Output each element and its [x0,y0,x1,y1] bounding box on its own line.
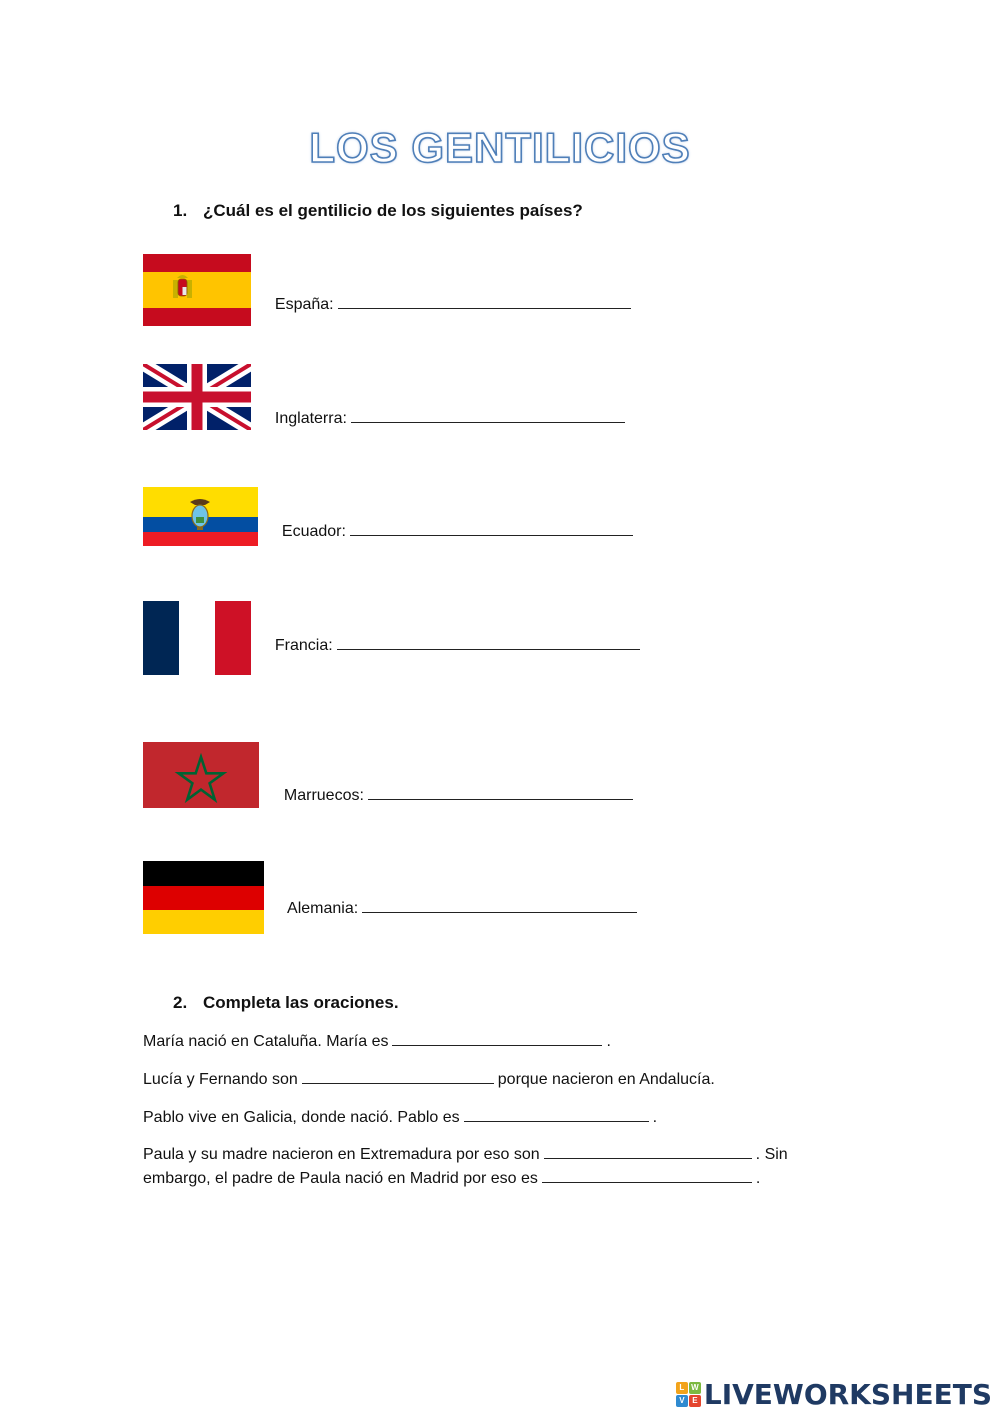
answer-blank[interactable] [544,1144,752,1159]
answer-blank[interactable] [362,898,637,913]
answer-blank[interactable] [302,1069,494,1084]
germany-flag [143,861,264,934]
liveworksheets-logo-icon [676,1382,701,1407]
country-row-england [266,390,625,428]
question-1-text: ¿Cuál es el gentilicio de los siguientes países? [203,201,583,220]
brand-name: LIVEWORKSHEETS [703,1377,992,1411]
logo-tile: V [676,1395,688,1407]
sentence-5 [143,1168,760,1188]
sentence-text: Paula y su madre nacieron en Extremadura por eso son [143,1146,540,1163]
liveworksheets-footer[interactable] [676,1376,992,1412]
country-row-spain [266,276,631,314]
sentence-text: . Sin [755,1146,788,1163]
sentence-text: Pablo vive en Galicia, donde nació. Pablo es [143,1109,460,1126]
country-row-france [266,617,640,655]
country-label: Francia: [274,637,333,654]
sentence-text: . [606,1033,611,1050]
sentence-1 [143,1031,611,1051]
spain-flag [143,254,251,326]
country-label: Alemania: [287,900,359,917]
answer-blank[interactable] [368,785,633,800]
logo-tile: E [689,1395,701,1407]
sentence-text: María nació en Cataluña. María es [143,1033,389,1050]
country-row-germany [279,880,637,918]
ecuador-flag [143,487,258,546]
france-flag [143,601,251,675]
uk-flag-image [143,364,251,430]
sentence-2 [143,1069,715,1089]
question-2-text: Completa las oraciones. [203,993,399,1012]
question-2-heading [173,993,399,1013]
country-label: Marruecos: [283,787,364,804]
country-row-morocco [275,767,633,805]
answer-blank[interactable] [392,1031,602,1046]
morocco-flag-image [143,742,259,808]
answer-blank[interactable] [338,294,631,309]
answer-blank[interactable] [350,521,633,536]
answer-blank[interactable] [337,635,640,650]
logo-tile: W [689,1382,701,1394]
france-flag-image [143,601,251,675]
question-1-heading [173,201,583,221]
sentence-text: embargo, el padre de Paula nació en Madrid por eso es [143,1170,538,1187]
answer-blank[interactable] [464,1107,649,1122]
sentence-3 [143,1107,657,1127]
sentence-text: Lucía y Fernando son [143,1071,298,1088]
sentence-text: . [652,1109,658,1126]
country-label: España: [274,296,334,313]
answer-blank[interactable] [351,408,625,423]
answer-blank[interactable] [542,1168,752,1183]
question-2-number: 2. [173,993,188,1012]
question-1-number: 1. [173,201,188,220]
morocco-flag [143,742,259,808]
spain-flag-image [143,254,251,326]
sentence-text: . [755,1170,761,1187]
country-label: Inglaterra: [274,410,347,427]
country-row-ecuador [273,503,633,541]
germany-flag-image [143,861,264,934]
country-label: Ecuador: [281,523,346,540]
worksheet-title: LOS GENTILICIOS [309,124,691,171]
sentence-4 [143,1144,788,1164]
ecuador-flag-image [143,487,258,546]
logo-tile: L [676,1382,688,1394]
uk-flag [143,364,251,430]
sentence-text: porque nacieron en Andalucía. [497,1071,715,1088]
